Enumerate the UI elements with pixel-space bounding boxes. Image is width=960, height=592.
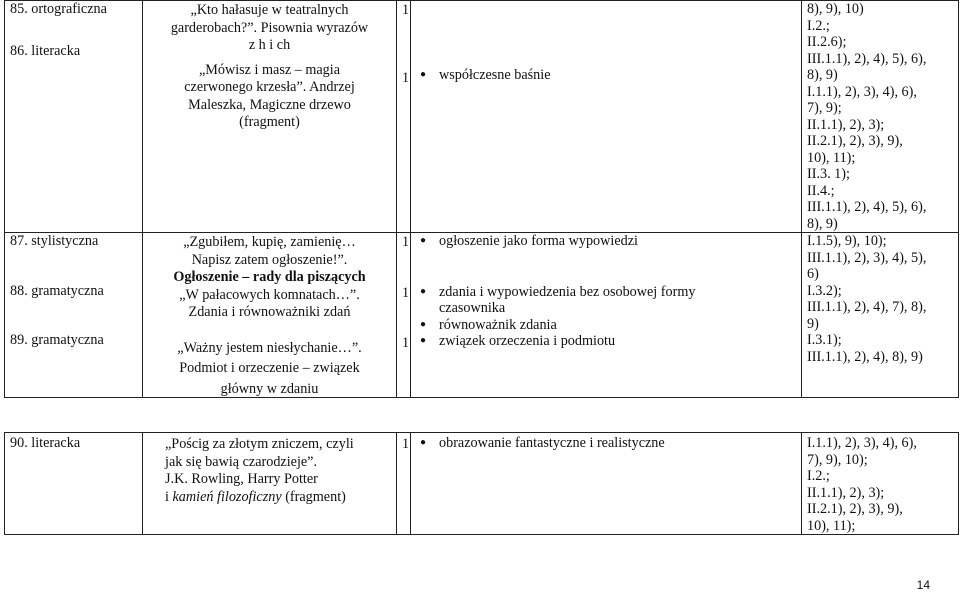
requirement-line: III.1.1), 2), 4), 8), 9) [807,348,923,365]
topic-line: (fragment) [239,114,300,130]
topic-line: z h i ch [248,37,291,53]
topic-suffix: (fragment) [281,488,346,505]
requirement-line: I.1.1), 2), 3), 4), 6), [807,435,917,451]
lesson-label: 89. gramatyczna [10,332,104,348]
list-item: ● współczesne baśnie [416,67,796,84]
content-cell [411,1,802,233]
list-item: ● zdania i wypowiedzenia bez osobowej formy [416,284,796,301]
topic-line: Maleszka, Magiczne drzewo [188,96,351,113]
requirement-line: I.2.; [807,468,830,484]
requirement-line: I.1.1), 2), 3), 4), 6), [807,83,917,100]
topic-line: garderobach?”. Pisownia wyrazów [170,19,369,36]
hours-value: 1 [402,436,410,452]
table-gap [5,398,959,433]
hours-cell [397,233,411,398]
requirements-cell [802,233,959,398]
table-row [5,1,959,233]
topic-book-title: kamień filozoficzny [172,488,282,505]
page-number: 14 [916,578,930,592]
requirement-line: III.1.1), 2), 4), 5), 6), [807,50,927,67]
content-cell [411,233,802,398]
topic-cell [143,233,397,398]
hours-value: 1 [402,69,410,86]
topic-cell [143,1,397,233]
requirements-cell [802,1,959,233]
topic-line: czerwonego krzesła”. Andrzej [184,79,355,95]
requirement-line: I.2.; [807,17,830,34]
requirement-line: I.3.1); [807,332,842,348]
requirement-line: II.3. 1); [807,166,850,182]
topic-line: jak się bawią czarodzieje”. [165,453,318,470]
topic-line: „Ważny jestem niesłychanie…”. [177,339,362,356]
lesson-cell [5,433,143,535]
topic-line: „Kto hałasuje w teatralnych [190,2,349,18]
requirement-line: 7), 9), 10); [807,451,868,468]
requirements-cell [802,433,959,535]
topic-line: J.K. Rowling, Harry Potter [165,471,318,487]
requirement-line: II.4.; [807,182,835,199]
table-row [5,433,959,535]
requirement-line: 8), 9), 10) [807,1,864,17]
topic-line: „Zgubiłem, kupię, zamienię… [183,234,356,250]
lesson-label: 87. stylistyczna [10,233,99,249]
list-item: ● ogłoszenie jako forma wypowiedzi [416,233,796,250]
hours-cell [397,433,411,535]
topic-line: główny w zdaniu [220,380,319,397]
requirement-line: I.3.2); [807,282,842,299]
hours-value: 1 [402,335,410,351]
topic-line: Zdania i równoważniki zdań [188,304,351,320]
topic-line: „W pałacowych komnatach…”. [179,286,360,303]
requirement-line: III.1.1), 2), 3), 4), 5), [807,249,927,266]
requirement-line: II.2.6); [807,34,847,50]
requirement-line: II.2.1), 2), 3), 9), [807,133,903,149]
topic-line: „Mówisz i masz – magia [198,61,341,78]
list-item-continuation: czasownika [439,300,506,316]
lesson-cell [5,233,143,398]
list-item: ● związek orzeczenia i podmiotu [416,333,796,350]
table-row [5,233,959,398]
list-item: ● równoważnik zdania [416,317,796,334]
lesson-label: 86. literacka [10,42,81,59]
requirement-line: II.2.1), 2), 3), 9), [807,501,903,517]
requirement-line: 10), 11); [807,149,856,166]
topic-line: Napisz zatem ogłoszenie!”. [191,251,348,268]
curriculum-table [4,0,959,535]
lesson-label: 85. ortograficzna [10,1,107,17]
hours-value: 1 [402,234,410,250]
requirement-line: II.1.1), 2), 3); [807,484,885,501]
requirement-line: II.1.1), 2), 3); [807,116,885,133]
requirement-line: III.1.1), 2), 4), 7), 8), [807,299,927,315]
lesson-label: 88. gramatyczna [10,282,104,299]
topic-prefix: i [165,488,173,505]
lesson-label: 90. literacka [10,435,81,451]
requirement-line: III.1.1), 2), 4), 5), 6), [807,199,927,215]
requirement-line: 10), 11); [807,517,856,534]
content-cell [411,433,802,535]
topic-line-last [165,489,391,506]
requirement-line: 6) [807,266,819,282]
hours-value: 1 [402,284,410,301]
topic-line: „Pościg za złotym zniczem, czyli [165,436,354,452]
requirement-line: I.1.5), 9), 10); [807,233,887,249]
topic-line: Ogłoszenie – rady dla piszących [173,269,366,285]
requirement-line: 8), 9) [807,67,838,83]
requirement-line: 7), 9); [807,100,842,116]
requirement-line: 8), 9) [807,215,838,232]
lesson-cell [5,1,143,233]
list-item: ● obrazowanie fantastyczne i realistyczne [416,435,796,452]
topic-cell [143,433,397,535]
topic-line: Podmiot i orzeczenie – związek [179,360,360,376]
hours-value: 1 [402,2,410,18]
hours-cell [397,1,411,233]
requirement-line: 9) [807,315,819,332]
